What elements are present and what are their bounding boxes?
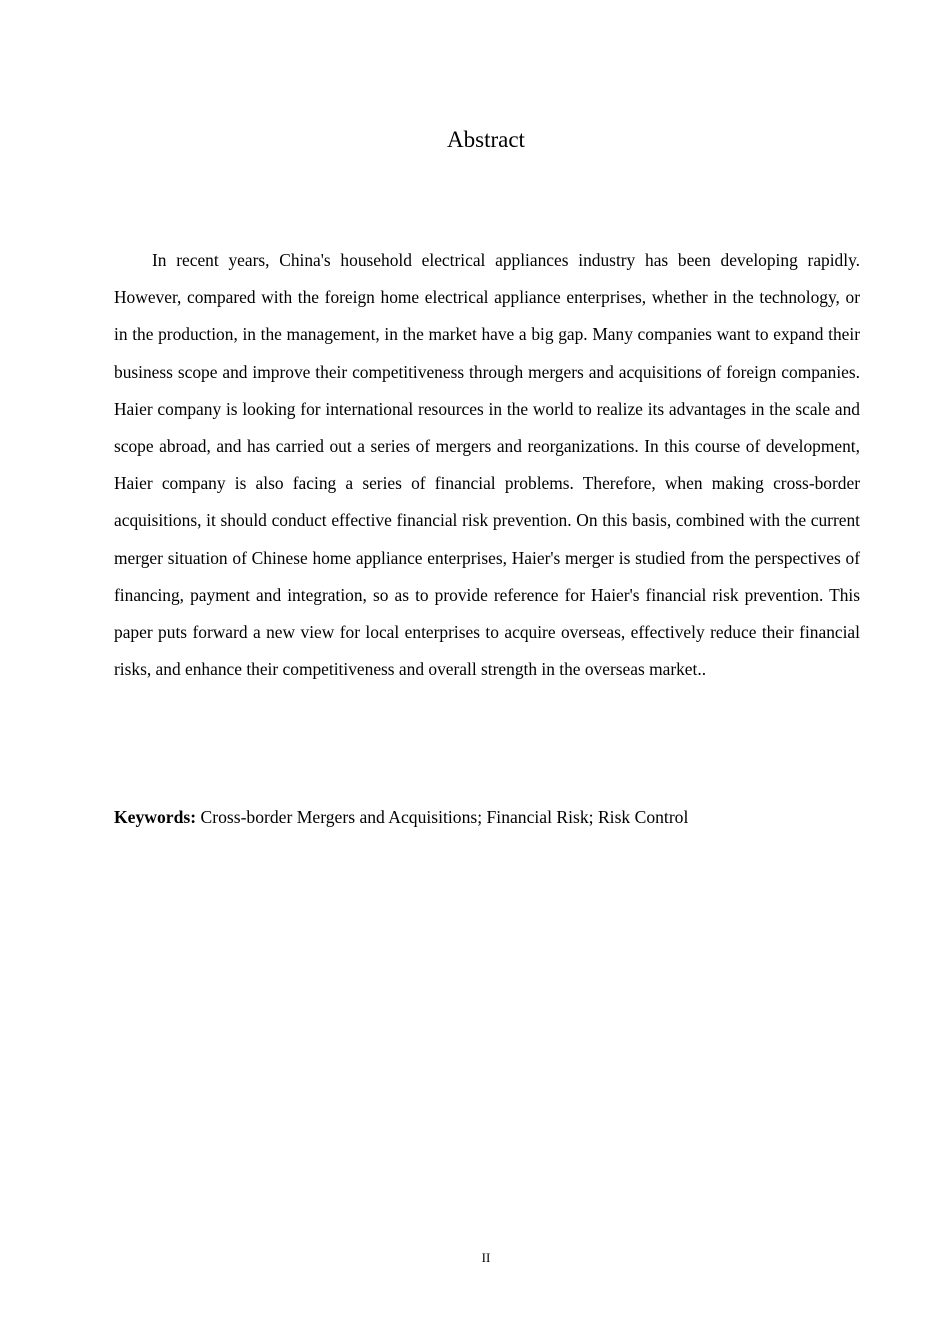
keywords-text: Cross-border Mergers and Acquisitions; Financial Risk; Risk Control <box>196 807 689 827</box>
keywords-label: Keywords: <box>114 807 197 827</box>
page-title: Abstract <box>447 127 525 152</box>
keywords-line <box>114 802 860 832</box>
page-number: II <box>481 1250 491 1265</box>
abstract-paragraph: In recent years, China's household electrical appliances industry has been developing rapidly. However, compared with the foreign home electrical appliance enterprises, whether in the technology, or in the production, in the management, in the market have a big gap. Many companies want to expand their business scope and improve their competitiveness through mergers and acquisitions of foreign companies. Haier company is looking for international resources in the world to realize its advantages in the scale and scope abroad, and has carried out a series of mergers and reorganizations. In this course of development, Haier company is also facing a series of financial problems. Therefore, when making cross-border acquisitions, it should conduct effective financial risk prevention. On this basis, combined with the current merger situation of Chinese home appliance enterprises, Haier's merger is studied from the perspectives of financing, payment and integration, so as to provide reference for Haier's financial risk prevention. This paper puts forward a new view for local enterprises to acquire overseas, effectively reduce their financial risks, and enhance their competitiveness and overall strength in the overseas market.. <box>114 250 860 680</box>
